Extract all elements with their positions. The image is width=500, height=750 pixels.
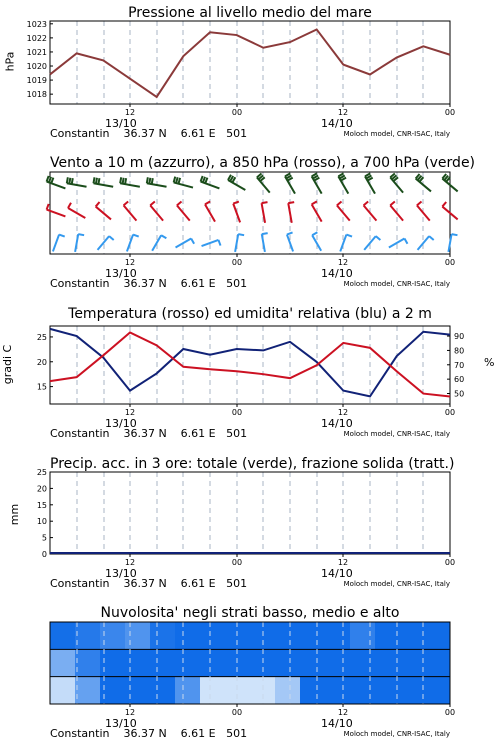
cloud-xtick-label: 12 <box>124 708 136 717</box>
cloud-cell-medio <box>275 649 301 677</box>
cloud-cell-basso <box>175 677 201 705</box>
cloud-cell-alto <box>275 622 301 650</box>
humidity-y2tick-label: 90 <box>454 332 465 342</box>
wind-barb-feather <box>176 177 178 183</box>
humidity-y2tick-label: 60 <box>454 375 465 385</box>
pressure-location: Constantin 36.37 N 6.61 E 501 <box>50 127 248 140</box>
wind-barb-feather <box>51 178 53 184</box>
cloud-cell-alto <box>225 622 251 650</box>
wind-barb-feather <box>233 202 239 204</box>
cloud-cell-medio <box>400 649 426 677</box>
humidity-ylabel: % <box>484 356 495 369</box>
cloud-cell-alto <box>400 622 426 650</box>
cloud-cell-basso <box>425 677 451 705</box>
wind-barb-feather <box>47 176 49 182</box>
temperature-ytick-label: 15 <box>36 382 47 392</box>
wind-barb-feather <box>67 177 68 183</box>
temperature-date-2: 14/10 <box>321 417 353 430</box>
cloud-cell-alto <box>175 622 201 650</box>
temperature-location: Constantin 36.37 N 6.61 E 501 <box>50 427 248 440</box>
temperature-xtick-label: 00 <box>231 408 243 417</box>
wind-barb-850 <box>47 210 66 217</box>
pressure-ytick-label: 1020 <box>26 62 47 72</box>
wind-barb-feather <box>337 201 342 205</box>
wind-barb-feather <box>404 239 407 244</box>
precip-xtick-label: 00 <box>444 558 456 567</box>
pressure-credit: Moloch model, CNR-ISAC, Italy <box>343 130 450 138</box>
wind-barb-feather <box>346 235 352 237</box>
wind-barb-feather <box>150 201 155 205</box>
pressure-ytick-label: 1019 <box>26 76 47 86</box>
wind-barb-feather <box>364 201 369 205</box>
precip-ytick-label: 5 <box>41 533 47 543</box>
wind-xtick-label: 12 <box>337 258 349 267</box>
wind-panel <box>0 150 500 300</box>
humidity-series-line <box>50 329 450 397</box>
pressure-ytick-label: 1022 <box>26 33 47 43</box>
wind-barb-feather <box>68 203 71 208</box>
wind-barb-feather <box>120 177 121 183</box>
precip-ytick-label: 15 <box>36 500 47 510</box>
wind-barb-feather <box>262 202 268 203</box>
temperature-panel <box>0 300 500 450</box>
pressure-panel <box>0 0 500 150</box>
wind-barb-feather <box>147 177 148 183</box>
cloud-xtick-label: 00 <box>444 708 456 717</box>
pressure-date-2: 14/10 <box>321 117 353 130</box>
cloud-panel <box>0 600 500 750</box>
precip-xtick-label: 00 <box>231 558 243 567</box>
cloud-title: Nuvolosita' negli strati basso, medio e alto <box>100 605 400 621</box>
cloud-cell-medio <box>175 649 201 677</box>
wind-barb-10m <box>98 236 110 250</box>
temperature-date-1: 13/10 <box>105 417 137 430</box>
precip-date-1: 13/10 <box>105 567 137 580</box>
cloud-cell-basso <box>400 677 426 705</box>
wind-date-2: 14/10 <box>321 267 353 280</box>
cloud-cell-medio <box>75 649 101 677</box>
precip-date-2: 14/10 <box>321 567 353 580</box>
wind-barb-700 <box>47 182 66 189</box>
wind-barb-feather <box>98 178 99 184</box>
cloud-cell-medio <box>325 649 351 677</box>
cloud-cell-basso <box>350 677 376 705</box>
wind-barb-feather <box>72 178 73 184</box>
precip-ytick-label: 10 <box>36 517 47 527</box>
wind-barb-feather <box>390 201 395 205</box>
wind-barb-feather <box>191 239 194 244</box>
wind-barb-feather <box>133 235 139 237</box>
wind-barb-feather <box>152 178 153 184</box>
cloud-cell-basso <box>225 677 251 705</box>
cloud-cell-medio <box>50 649 76 677</box>
cloud-cell-basso <box>75 677 101 705</box>
wind-barb-feather <box>124 201 129 205</box>
temperature-ytick-label: 25 <box>36 332 47 342</box>
precip-title: Precip. acc. in 3 ore: totale (verde), frazione solida (tratt.) <box>50 456 455 472</box>
cloud-cell-basso <box>325 677 351 705</box>
wind-barb-feather <box>203 177 205 183</box>
wind-date-1: 13/10 <box>105 267 137 280</box>
pressure-series-line <box>50 29 450 97</box>
wind-barb-feather <box>179 178 181 184</box>
precip-ylabel: mm <box>8 503 22 526</box>
wind-barb-feather <box>417 201 422 205</box>
humidity-y2tick-label: 50 <box>454 389 465 399</box>
wind-barb-feather <box>442 202 446 207</box>
wind-barb-850 <box>96 207 111 220</box>
wind-barb-feather <box>238 234 244 235</box>
pressure-xtick-label: 00 <box>444 108 456 117</box>
cloud-cell-alto <box>125 622 151 650</box>
cloud-cell-alto <box>75 622 101 650</box>
temperature-xtick-label: 12 <box>337 408 349 417</box>
pressure-ytick-label: 1023 <box>26 19 47 29</box>
wind-barb-feather <box>47 204 49 210</box>
wind-frame <box>50 172 450 254</box>
temperature-ylabel: gradi C <box>1 344 15 385</box>
humidity-y2tick-label: 70 <box>454 360 465 370</box>
cloud-cell-alto <box>200 622 226 650</box>
wind-barb-700 <box>93 183 113 186</box>
cloud-cell-medio <box>300 649 326 677</box>
cloud-cell-medio <box>225 649 251 677</box>
temperature-title: Temperatura (rosso) ed umidita' relativa (blu) a 2 m <box>68 306 432 322</box>
wind-barb-feather <box>125 178 126 184</box>
humidity-y2tick-label: 80 <box>454 346 465 356</box>
cloud-cell-alto <box>350 622 376 650</box>
wind-barb-feather <box>205 178 207 184</box>
wind-xtick-label: 00 <box>444 258 456 267</box>
cloud-cell-alto <box>150 622 176 650</box>
pressure-ylabel: hPa <box>3 51 17 72</box>
precip-ytick-label: 25 <box>36 468 47 477</box>
wind-barb-feather <box>262 233 268 234</box>
pressure-xtick-label: 12 <box>124 108 136 117</box>
cloud-cell-alto <box>300 622 326 650</box>
wind-barb-feather <box>312 201 317 204</box>
cloud-cell-alto <box>425 622 451 650</box>
cloud-cell-medio <box>350 649 376 677</box>
cloud-cell-medio <box>425 649 451 677</box>
pressure-ytick-label: 1021 <box>26 47 47 57</box>
temperature-xtick-label: 12 <box>124 408 136 417</box>
wind-barb-feather <box>218 240 220 246</box>
wind-barb-feather <box>96 178 97 184</box>
precip-xtick-label: 12 <box>337 558 349 567</box>
precip-frame <box>50 472 450 554</box>
pressure-ytick-label: 1018 <box>26 90 47 100</box>
wind-xtick-label: 12 <box>124 258 136 267</box>
precip-ytick-label: 20 <box>36 484 47 494</box>
wind-barb-feather <box>78 234 84 235</box>
precip-panel <box>0 450 500 600</box>
pressure-title: Pressione al livello medio del mare <box>128 5 372 21</box>
cloud-cell-basso <box>150 677 176 705</box>
wind-barb-10m <box>53 235 59 252</box>
wind-barb-feather <box>49 177 51 183</box>
wind-barb-feather <box>161 235 166 238</box>
cloud-credit: Moloch model, CNR-ISAC, Italy <box>343 730 450 738</box>
wind-credit: Moloch model, CNR-ISAC, Italy <box>343 280 450 288</box>
cloud-cell-basso <box>50 677 76 705</box>
wind-barb-feather <box>109 236 114 240</box>
cloud-cell-alto <box>325 622 351 650</box>
wind-barb-feather <box>177 201 182 205</box>
wind-barb-feather <box>205 201 210 204</box>
wind-title: Vento a 10 m (azzurro), a 850 hPa (rosso), a 700 hPa (verde) <box>50 155 476 171</box>
cloud-cell-medio <box>200 649 226 677</box>
wind-barb-feather <box>174 177 176 183</box>
wind-barb-feather <box>69 178 70 184</box>
temperature-ytick-label: 20 <box>36 357 47 367</box>
pressure-xtick-label: 00 <box>231 108 243 117</box>
wind-barb-feather <box>287 232 293 234</box>
wind-barb-feather <box>376 236 381 240</box>
wind-barb-700 <box>416 179 431 192</box>
wind-barb-feather <box>288 202 294 203</box>
cloud-cell-alto <box>50 622 76 650</box>
cloud-cell-basso <box>125 677 151 705</box>
wind-xtick-label: 00 <box>231 258 243 267</box>
precip-location: Constantin 36.37 N 6.61 E 501 <box>50 577 248 590</box>
wind-location: Constantin 36.37 N 6.61 E 501 <box>50 277 248 290</box>
temperature-credit: Moloch model, CNR-ISAC, Italy <box>343 430 450 438</box>
wind-barb-feather <box>429 236 434 240</box>
cloud-cell-medio <box>150 649 176 677</box>
cloud-xtick-label: 12 <box>337 708 349 717</box>
cloud-cell-basso <box>275 677 301 705</box>
cloud-cell-basso <box>300 677 326 705</box>
wind-barb-feather <box>96 202 100 207</box>
precip-ytick-label: 0 <box>41 550 47 559</box>
cloud-cell-medio <box>125 649 151 677</box>
wind-barb-feather <box>149 178 150 184</box>
wind-barb-feather <box>452 234 458 235</box>
cloud-location: Constantin 36.37 N 6.61 E 501 <box>50 727 248 740</box>
wind-barb-feather <box>312 232 317 235</box>
pressure-date-1: 13/10 <box>105 117 137 130</box>
temperature-xtick-label: 00 <box>444 408 456 417</box>
pressure-xtick-label: 12 <box>337 108 349 117</box>
cloud-date-1: 13/10 <box>105 717 137 730</box>
cloud-date-2: 14/10 <box>321 717 353 730</box>
wind-barb-feather <box>201 176 203 182</box>
cloud-xtick-label: 00 <box>231 708 243 717</box>
wind-barb-feather <box>59 235 65 237</box>
wind-barb-feather <box>93 177 94 183</box>
precip-xtick-label: 12 <box>124 558 136 567</box>
precip-credit: Moloch model, CNR-ISAC, Italy <box>343 580 450 588</box>
wind-barb-feather <box>123 178 124 184</box>
cloud-cell-basso <box>200 677 226 705</box>
